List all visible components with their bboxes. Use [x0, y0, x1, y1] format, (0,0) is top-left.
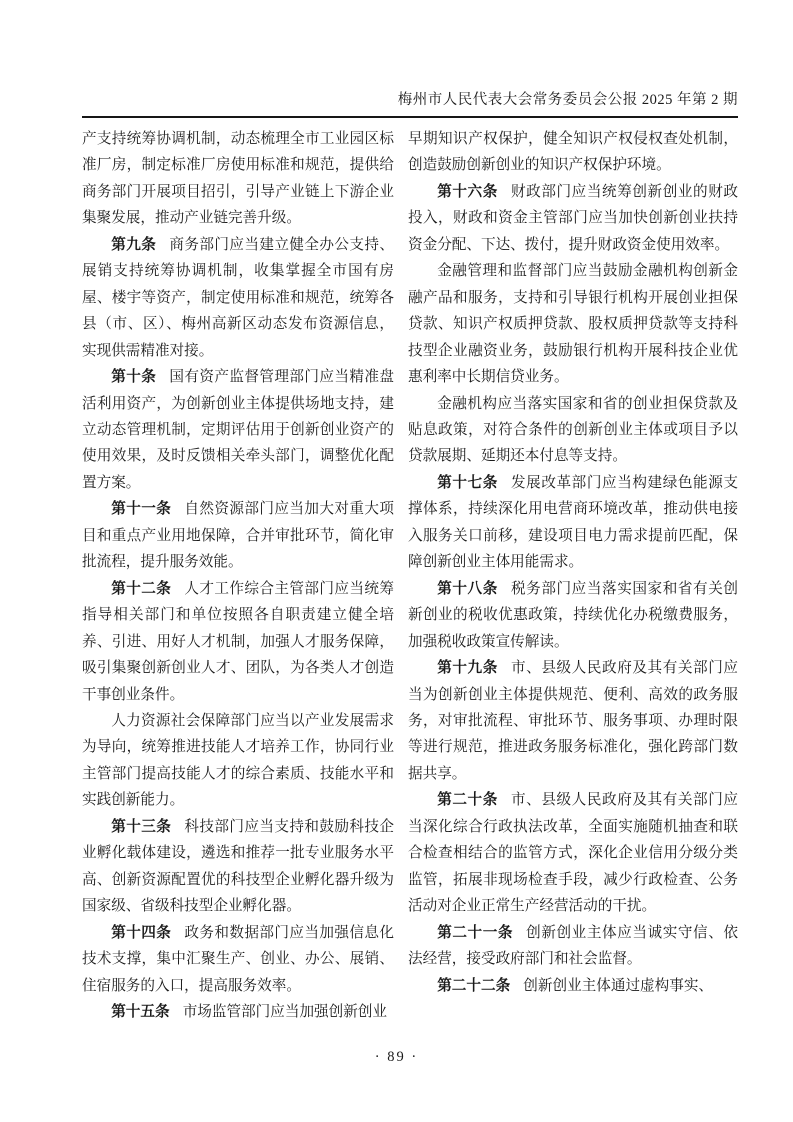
article-number: 第二十一条 — [437, 924, 514, 941]
right-column — [408, 126, 738, 1025]
running-header: 梅州市人民代表大会常务委员会公报 2025 年第 2 期 — [397, 92, 738, 108]
article-number: 第二十二条 — [437, 977, 511, 994]
article-paragraph — [82, 496, 394, 575]
article-paragraph — [82, 999, 394, 1025]
paragraph-text: 财政部门应当统筹创新创业的财政投入，财政和资金主管部门应当加快创新创业扶持资金分配、下达、拨付，提升财政资金使用效率。 — [408, 183, 738, 253]
left-column — [82, 126, 394, 1025]
article-number: 第十四条 — [111, 924, 172, 941]
article-number: 第十条 — [111, 369, 157, 386]
page-number: · 89 · — [374, 1049, 419, 1065]
article-number: 第十八条 — [437, 580, 498, 597]
page-content — [82, 0, 738, 1025]
article-paragraph — [408, 470, 738, 576]
paragraph-text: 早期知识产权保护，健全知识产权侵权查处机制，创造鼓励创新创业的知识产权保护环境。 — [408, 131, 738, 174]
article-paragraph — [82, 814, 394, 920]
article-number: 第十三条 — [111, 818, 172, 835]
paragraph-text: 政务和数据部门应当加强信息化技术支撑，集中汇聚生产、创业、办公、展销、住宿服务的入口，提高服务效率。 — [82, 924, 394, 994]
article-number: 第十九条 — [437, 660, 498, 677]
paragraph — [82, 708, 394, 814]
article-paragraph — [408, 179, 738, 258]
article-number: 第二十条 — [437, 792, 498, 809]
paragraph-text: 人才工作综合主管部门应当统筹指导相关部门和单位按照各自职责建立健全培养、引进、用好人才机制，加强人才服务保障，吸引集聚创新创业人才、团队，为各类人才创造干事创业条件。 — [82, 580, 394, 703]
paragraph-text: 自然资源部门应当加大对重大项目和重点产业用地保障，合并审批环节，简化审批流程，提升服务效能。 — [82, 501, 394, 571]
article-paragraph — [82, 920, 394, 999]
paragraph-text: 市、县级人民政府及其有关部门应当深化综合行政执法改革，全面实施随机抽查和联合检查相结合的监管方式，深化企业信用分级分类监管，拓展非现场检查手段，减少行政检查、公务活动对企业正常生产经营活动的干扰。 — [408, 792, 738, 915]
article-number: 第十一条 — [111, 501, 172, 518]
paragraph — [408, 126, 738, 179]
article-paragraph — [408, 920, 738, 973]
paragraph-text: 产支持统筹协调机制，动态梳理全市工业园区标准厂房，制定标准厂房使用标准和规范，提供给商务部门开展项目招引，引导产业链上下游企业集聚发展，推动产业链完善升级。 — [82, 131, 394, 227]
paragraph-text: 人力资源社会保障部门应当以产业发展需求为导向，统筹推进技能人才培养工作，协同行业主管部门提高技能人才的综合素质、技能水平和实践创新能力。 — [82, 712, 394, 809]
paragraph-text: 金融机构应当落实国家和省的创业担保贷款及贴息政策，对符合条件的创新创业主体或项目予以贷款展期、延期还本付息等支持。 — [408, 395, 738, 465]
paragraph-text: 税务部门应当落实国家和省有关创新创业的税收优惠政策，持续优化办税缴费服务，加强税收政策宣传解读。 — [408, 580, 738, 650]
article-number: 第十二条 — [111, 580, 172, 597]
paragraph-text: 科技部门应当支持和鼓励科技企业孵化载体建设，遴选和推荐一批专业服务水平高、创新资源配置优的科技型企业孵化器升级为国家级、省级科技型企业孵化器。 — [82, 818, 394, 915]
article-paragraph — [408, 655, 738, 787]
article-number: 第十五条 — [111, 1003, 170, 1020]
article-paragraph — [82, 364, 394, 496]
paragraph-text: 发展改革部门应当构建绿色能源支撑体系，持续深化用电营商环境改革，推动供电接入服务关口前移，建设项目电力需求提前匹配，保障创新创业主体用能需求。 — [408, 474, 738, 571]
paragraph-text: 创新创业主体应当诚实守信、依法经营，接受政府部门和社会监督。 — [408, 924, 738, 968]
article-paragraph — [408, 787, 738, 919]
article-paragraph — [408, 576, 738, 655]
two-column-body — [82, 126, 738, 1025]
paragraph-text: 商务部门应当建立健全办公支持、展销支持统筹协调机制，收集掌握全市国有房屋、楼宇等资产，制定使用标准和规范，统筹各县（市、区）、梅州高新区动态发布资源信息，实现供需精准对接。 — [82, 236, 394, 359]
paragraph-text: 市、县级人民政府及其有关部门应当为创新创业主体提供规范、便利、高效的政务服务，对审批流程、审批环节、服务事项、办理时限等进行规范，推进政务服务标准化，强化跨部门数据共享。 — [408, 660, 738, 782]
paragraph — [82, 126, 394, 232]
article-number: 第十七条 — [437, 474, 498, 491]
paragraph — [408, 258, 738, 390]
article-number: 第九条 — [111, 236, 157, 253]
paragraph-text: 金融管理和监督部门应当鼓励金融机构创新金融产品和服务，支持和引导银行机构开展创业担保贷款、知识产权质押贷款、股权质押贷款等支持科技型企业融资业务，鼓励银行机构开展科技企业优惠利率中长期信贷业务。 — [408, 263, 738, 386]
paragraph-text: 创新创业主体通过虚构事实、 — [523, 977, 714, 994]
paragraph — [408, 391, 738, 470]
article-paragraph — [82, 232, 394, 364]
paragraph-text: 国有资产监督管理部门应当精准盘活利用资产，为创新创业主体提供场地支持，建立动态管理机制，定期评估用于创新创业资产的使用效果，及时反馈相关牵头部门，调整优化配置方案。 — [82, 369, 394, 491]
article-paragraph — [408, 973, 738, 999]
article-paragraph — [82, 576, 394, 708]
article-number: 第十六条 — [437, 183, 498, 200]
header-rule — [82, 116, 738, 118]
paragraph-text: 市场监管部门应当加强创新创业 — [182, 1003, 388, 1020]
